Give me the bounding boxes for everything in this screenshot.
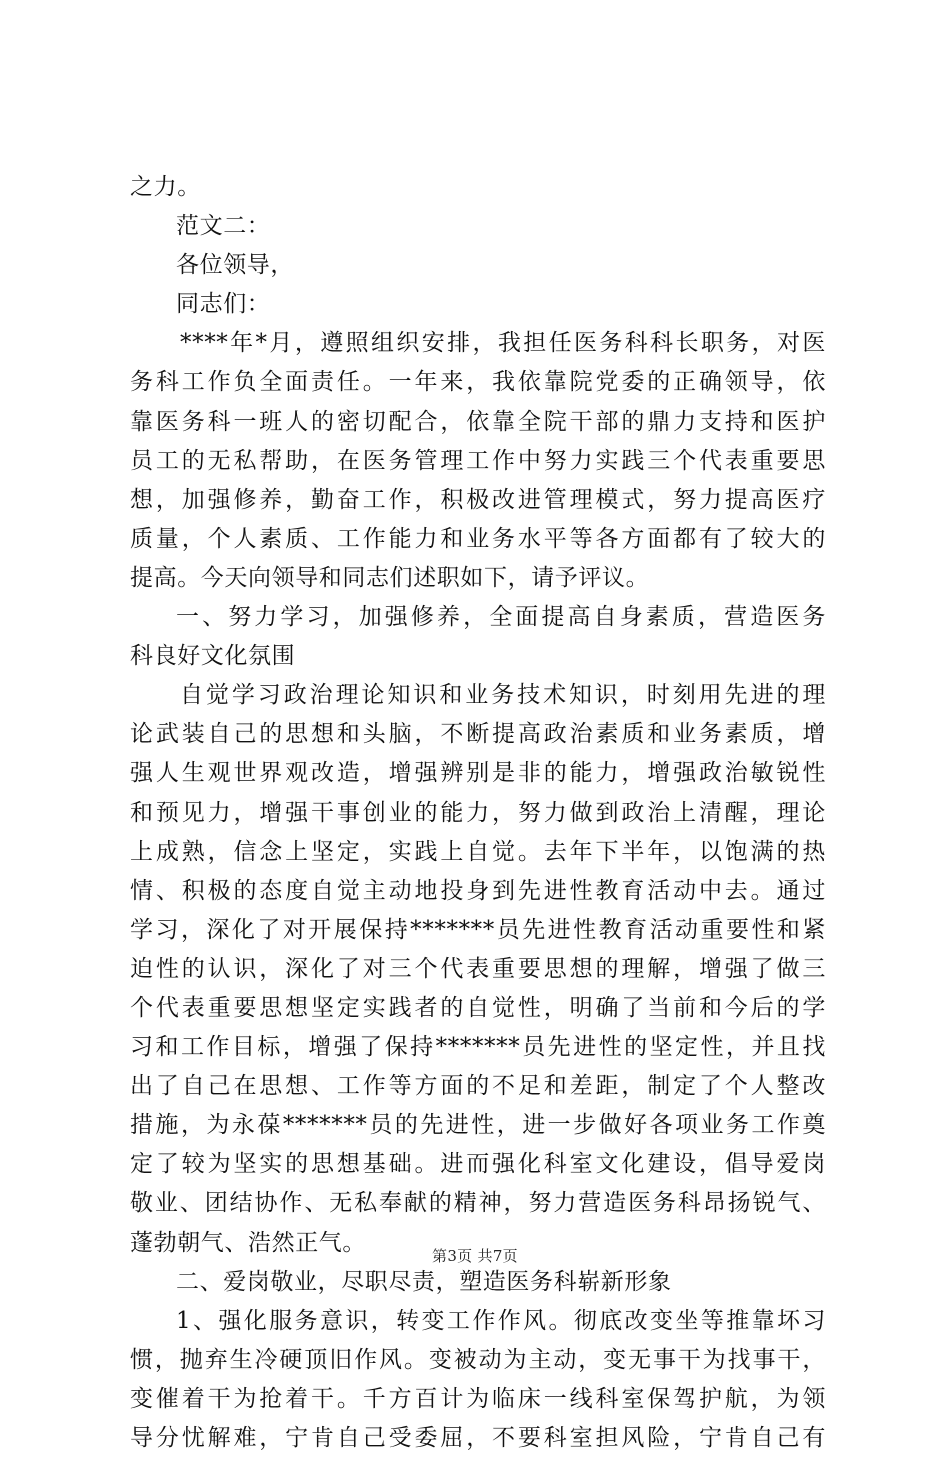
- section-heading: 二、爱岗敬业，尽职尽责，塑造医务科崭新形象: [176, 1268, 672, 1295]
- text-line: 学习，深化了对开展保持*******员先进性教育活动重要性和紧: [130, 916, 826, 943]
- text-line: 员工的无私帮助，在医务管理工作中努力实践三个代表重要思: [130, 447, 826, 474]
- text-line: 自觉学习政治理论知识和业务技术知识，时刻用先进的理: [180, 682, 826, 709]
- text-line: 出了自己在思想、工作等方面的不足和差距，制定了个人整改: [130, 1073, 826, 1100]
- text-line: 措施，为永葆*******员的先进性，进一步做好各项业务工作奠: [130, 1112, 826, 1139]
- text-line: 定了较为坚实的思想基础。进而强化科室文化建设，倡导爱岗: [130, 1151, 826, 1178]
- text-line: 论武装自己的思想和头脑，不断提高政治素质和业务素质，增: [130, 721, 826, 748]
- page-number-footer: 第3页 共7页: [432, 1247, 518, 1265]
- text-line: ****年*月，遵照组织安排，我担任医务科科长职务，对医: [180, 330, 826, 357]
- text-line: 想，加强修养，勤奋工作，积极改进管理模式，努力提高医疗: [130, 486, 826, 513]
- text-line: 之力。: [130, 174, 201, 200]
- text-line: 和预见力，增强干事创业的能力，努力做到政治上清醒，理论: [130, 799, 826, 826]
- text-line: 敬业、团结协作、无私奉献的精神，努力营造医务科昂扬锐气、: [130, 1190, 826, 1217]
- text-line: 范文二：: [176, 213, 271, 240]
- text-line: 蓬勃朝气、浩然正气。: [130, 1229, 366, 1256]
- section-heading: 科良好文化氛围: [130, 643, 296, 670]
- section-heading: 一、努力学习，加强修养，全面提高自身素质，营造医务: [176, 604, 826, 631]
- text-line: 务科工作负全面责任。一年来，我依靠院党委的正确领导，依: [130, 369, 826, 396]
- text-line: 惯，抛弃生冷硬顶旧作风。变被动为主动，变无事干为找事干，: [130, 1346, 826, 1373]
- text-line: 同志们：: [176, 291, 271, 318]
- text-line: 情、积极的态度自觉主动地投身到先进性教育活动中去。通过: [130, 877, 826, 904]
- text-line: 习和工作目标，增强了保持*******员先进性的坚定性，并且找: [130, 1034, 826, 1061]
- text-line: 质量，个人素质、工作能力和业务水平等各方面都有了较大的: [130, 525, 826, 552]
- text-line: 导分忧解难，宁肯自己受委屈，不要科室担风险，宁肯自己有: [130, 1425, 826, 1451]
- text-line: 1、强化服务意识，转变工作作风。彻底改变坐等推靠坏习: [176, 1307, 826, 1334]
- text-line: 强人生观世界观改造，增强辨别是非的能力，增强政治敏锐性: [130, 760, 826, 787]
- text-line: 各位领导，: [176, 252, 294, 279]
- text-line: 靠医务科一班人的密切配合，依靠全院干部的鼎力支持和医护: [130, 408, 826, 435]
- text-line: 提高。今天向领导和同志们述职如下，请予评议。: [130, 564, 650, 591]
- text-line: 个代表重要思想坚定实践者的自觉性，明确了当前和今后的学: [130, 994, 826, 1021]
- text-line: 变催着干为抢着干。千方百计为临床一线科室保驾护航，为领: [130, 1385, 826, 1412]
- text-line: 上成熟，信念上坚定，实践上自觉。去年下半年，以饱满的热: [130, 838, 826, 865]
- text-line: 迫性的认识，深化了对三个代表重要思想的理解，增强了做三: [130, 955, 826, 982]
